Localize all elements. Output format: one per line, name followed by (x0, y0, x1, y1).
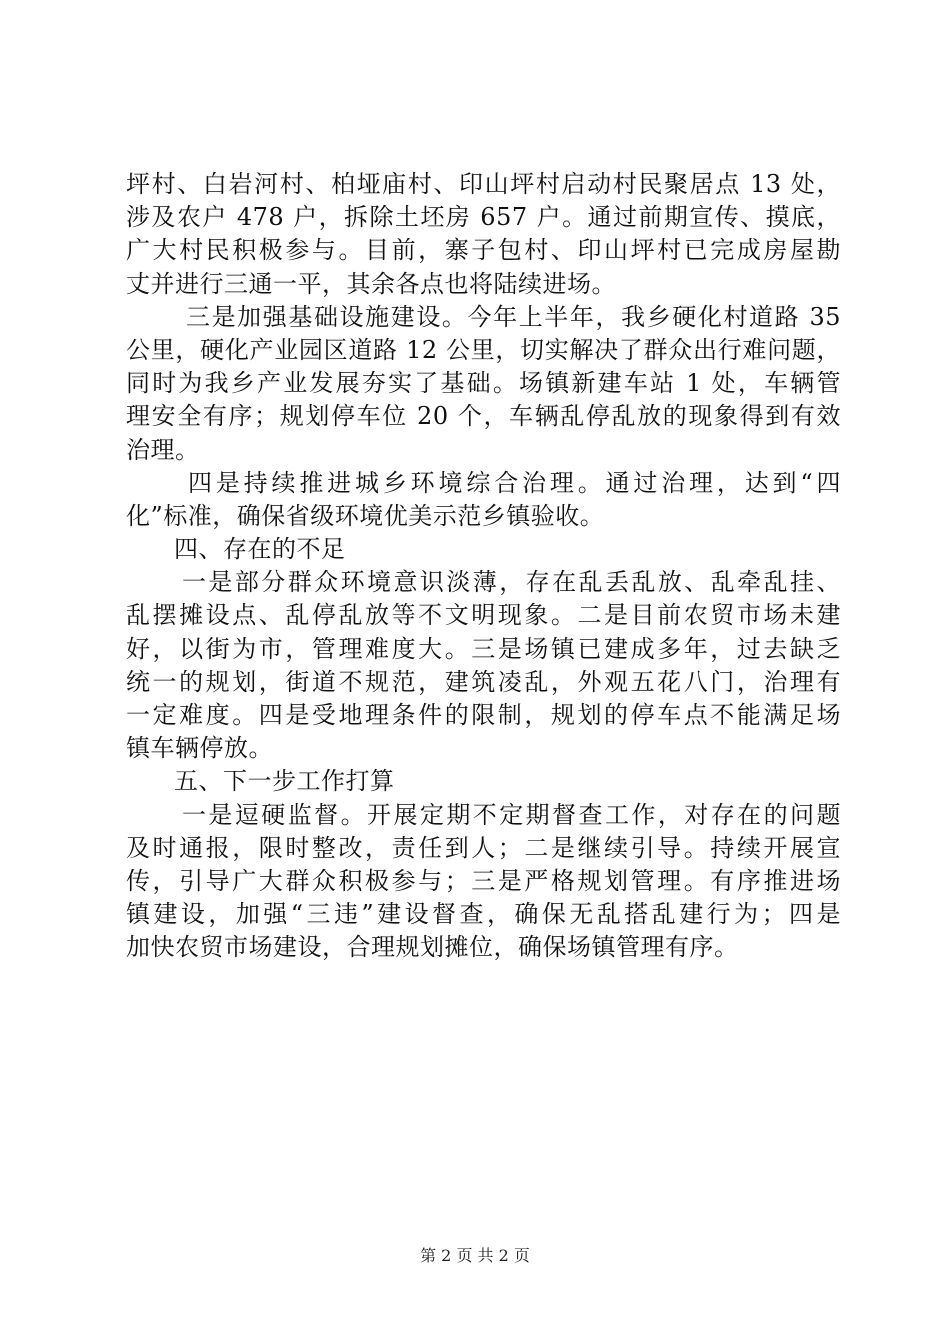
text-line: 涉及农户 478 户，拆除土坯房 657 户。通过前期宣传、摸底， (126, 203, 841, 232)
text-line: 坪村、白岩河村、柏垭庙村、印山坪村启动村民聚居点 13 处， (126, 170, 841, 198)
text-line: 一是部分群众环境意识淡薄，存在乱丢乱放、乱牵乱挂、 (182, 568, 841, 597)
text-line: 治理。 (126, 435, 200, 464)
text-line: 镇车辆停放。 (126, 734, 273, 763)
text-line: 加快农贸市场建设，合理规划摊位，确保场镇管理有序。 (126, 933, 739, 962)
text-line: 传，引导广大群众积极参与；三是严格规划管理。有序推进场 (126, 866, 841, 895)
text-line: 丈并进行三通一平，其余各点也将陆续进场。 (126, 269, 616, 298)
text-line: 理安全有序；规划停车位 20 个，车辆乱停乱放的现象得到有效 (126, 402, 841, 431)
document-body (126, 168, 841, 965)
text-line: 统一的规划，街道不规范，建筑凌乱，外观五花八门，治理有 (126, 667, 841, 696)
text-line: 好，以街为市，管理难度大。三是场镇已建成多年，过去缺乏 (126, 634, 841, 663)
section-heading: 四、存在的不足 (174, 535, 346, 564)
text-line: 同时为我乡产业发展夯实了基础。场镇新建车站 1 处，车辆管 (126, 369, 841, 398)
page-footer: 第 2 页 共 2 页 (420, 1246, 530, 1265)
text-line: 广大村民积极参与。目前，寨子包村、印山坪村已完成房屋勘 (126, 236, 841, 265)
text-line: 及时通报，限时整改，责任到人；二是继续引导。持续开展宣 (126, 833, 841, 862)
text-line: 公里，硬化产业园区道路 12 公里，切实解决了群众出行难问题， (126, 335, 841, 364)
text-line: 一是逗硬监督。开展定期不定期督查工作，对存在的问题 (182, 800, 841, 829)
text-line: 一定难度。四是受地理条件的限制，规划的停车点不能满足场 (126, 701, 841, 729)
section-heading: 五、下一步工作打算 (174, 767, 395, 796)
text-line: 化”标准，确保省级环境优美示范乡镇验收。 (126, 501, 605, 530)
text-line: 三是加强基础设施建设。今年上半年，我乡硬化村道路 35 (186, 302, 841, 331)
text-line: 四是持续推进城乡环境综合治理。通过治理，达到“四 (188, 468, 841, 497)
text-line: 镇建设，加强“三违”建设督查，确保无乱搭乱建行为；四是 (126, 900, 841, 929)
text-line: 乱摆摊设点、乱停乱放等不文明现象。二是目前农贸市场未建 (126, 601, 841, 630)
